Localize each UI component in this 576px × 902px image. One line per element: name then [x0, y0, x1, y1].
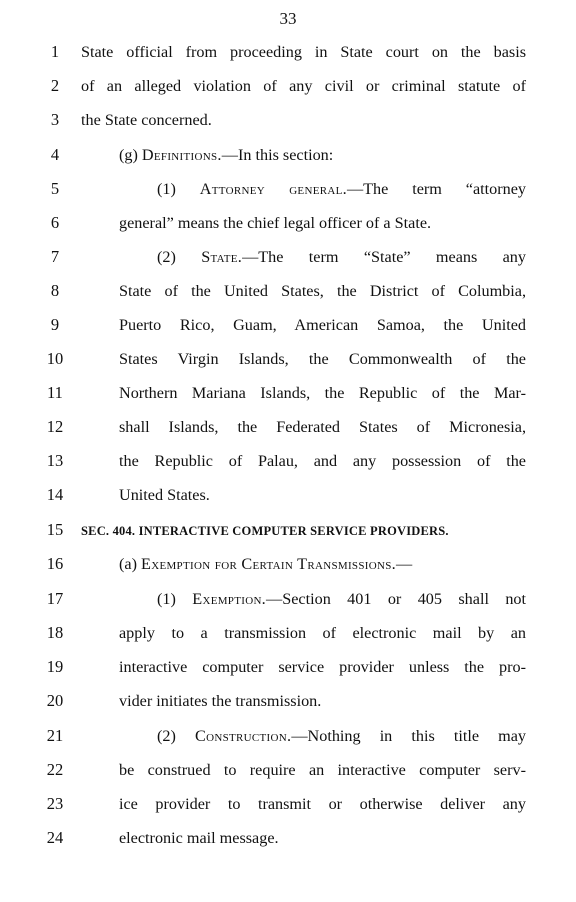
line-number: 1 — [50, 42, 60, 61]
line-number: 12 — [46, 417, 64, 436]
text-line — [0, 621, 576, 645]
text-run: the State concerned. — [81, 111, 212, 129]
text-run: (a) — [119, 555, 142, 573]
text-line — [0, 177, 576, 201]
line-number: 22 — [46, 760, 64, 779]
section-heading: SEC. 404. INTERACTIVE COMPUTER SERVICE PROVIDERS. — [81, 524, 449, 538]
text-run: State official from proceeding in State court on the basis — [81, 43, 526, 61]
text-run: ice provider to transmit or otherwise deliver any — [119, 795, 526, 813]
line-number: 11 — [47, 383, 63, 402]
line-number: 14 — [46, 485, 64, 504]
text-run: —Section 401 or 405 shall not — [266, 590, 527, 608]
text-run: vider initiates the transmission. — [119, 692, 322, 710]
text-run: apply to a transmission of electronic mail by an — [119, 624, 526, 642]
line-number: 17 — [46, 589, 64, 608]
section-heading-term: State. — [201, 248, 243, 266]
line-number: 10 — [46, 349, 64, 368]
line-text — [119, 483, 210, 507]
section-heading-term: Definitions. — [141, 146, 222, 164]
line-number: 19 — [46, 657, 64, 676]
text-run: the Republic of Palau, and any possession of the — [119, 452, 526, 470]
text-line — [0, 518, 576, 542]
line-text — [157, 177, 526, 201]
line-text — [119, 415, 526, 439]
text-line — [0, 689, 576, 713]
line-text — [157, 724, 526, 748]
text-line — [0, 108, 576, 132]
text-run: —Nothing in this title may — [291, 727, 527, 745]
line-number: 23 — [46, 794, 64, 813]
text-run: (1) — [157, 180, 200, 198]
line-text — [119, 449, 526, 473]
text-line — [0, 279, 576, 303]
text-run: be construed to require an interactive computer serv- — [119, 761, 526, 779]
line-number: 15 — [46, 520, 64, 539]
text-run: State of the United States, the District of Columbia, — [119, 282, 526, 300]
line-number: 3 — [50, 110, 60, 129]
line-text — [119, 143, 333, 167]
page-number: 33 — [279, 9, 297, 28]
text-line — [0, 483, 576, 507]
text-line — [0, 245, 576, 269]
line-text — [119, 313, 526, 337]
text-run: —In this section: — [221, 146, 334, 164]
text-line — [0, 724, 576, 748]
line-text — [119, 211, 431, 235]
line-number: 21 — [46, 726, 64, 745]
text-line — [0, 552, 576, 576]
text-line — [0, 655, 576, 679]
line-number: 20 — [46, 691, 64, 710]
line-number: 24 — [46, 828, 64, 847]
text-run: States Virgin Islands, the Commonwealth of the — [119, 350, 526, 368]
text-line — [0, 792, 576, 816]
line-text — [81, 518, 449, 543]
text-line — [0, 415, 576, 439]
text-run: (g) — [119, 146, 142, 164]
line-text — [119, 621, 526, 645]
text-run: interactive computer service provider unless the pro- — [119, 658, 526, 676]
line-text — [119, 689, 321, 713]
text-run: (2) — [157, 248, 202, 266]
line-number: 2 — [50, 76, 60, 95]
line-number: 7 — [50, 247, 60, 266]
line-text — [81, 40, 526, 64]
section-heading-term: Construction. — [194, 727, 292, 745]
line-text — [119, 347, 526, 371]
line-text — [81, 74, 526, 98]
text-run: — — [396, 555, 413, 573]
text-line — [0, 758, 576, 782]
line-number: 4 — [50, 145, 60, 164]
text-line — [0, 143, 576, 167]
text-run: United States. — [119, 486, 210, 504]
text-line — [0, 211, 576, 235]
line-text — [81, 108, 212, 132]
line-number: 13 — [46, 451, 64, 470]
line-number: 8 — [50, 281, 60, 300]
text-run: Northern Mariana Islands, the Republic of the Mar- — [119, 384, 526, 402]
line-number: 16 — [46, 554, 64, 573]
text-run: shall Islands, the Federated States of Micronesia, — [119, 418, 526, 436]
text-line — [0, 313, 576, 337]
text-line — [0, 587, 576, 611]
line-text — [119, 826, 279, 850]
text-run: (2) — [157, 727, 195, 745]
text-run: of an alleged violation of any civil or criminal statute of — [81, 77, 526, 95]
text-line — [0, 826, 576, 850]
line-text — [119, 552, 412, 576]
line-number: 6 — [50, 213, 60, 232]
text-run: (1) — [157, 590, 193, 608]
text-line — [0, 449, 576, 473]
text-line — [0, 347, 576, 371]
text-run: —The term “State” means any — [242, 248, 526, 266]
line-text — [119, 655, 526, 679]
section-heading-term: Attorney general. — [199, 180, 347, 198]
text-line — [0, 381, 576, 405]
line-number: 5 — [50, 179, 60, 198]
line-text — [119, 381, 526, 405]
text-line — [0, 40, 576, 64]
line-text — [119, 792, 526, 816]
text-run: general” means the chief legal officer of a State. — [119, 214, 432, 232]
text-run: —The term “attorney — [346, 180, 526, 198]
line-number: 9 — [50, 315, 60, 334]
line-text — [119, 758, 526, 782]
line-text — [119, 279, 526, 303]
line-text — [157, 587, 526, 611]
text-line — [0, 74, 576, 98]
section-heading-term: Exemption. — [192, 590, 267, 608]
text-run: electronic mail message. — [119, 829, 279, 847]
line-number: 18 — [46, 623, 64, 642]
text-run: Puerto Rico, Guam, American Samoa, the United — [119, 316, 526, 334]
line-text — [157, 245, 526, 269]
section-heading-term: Exemption for Certain Transmissions. — [141, 555, 396, 573]
